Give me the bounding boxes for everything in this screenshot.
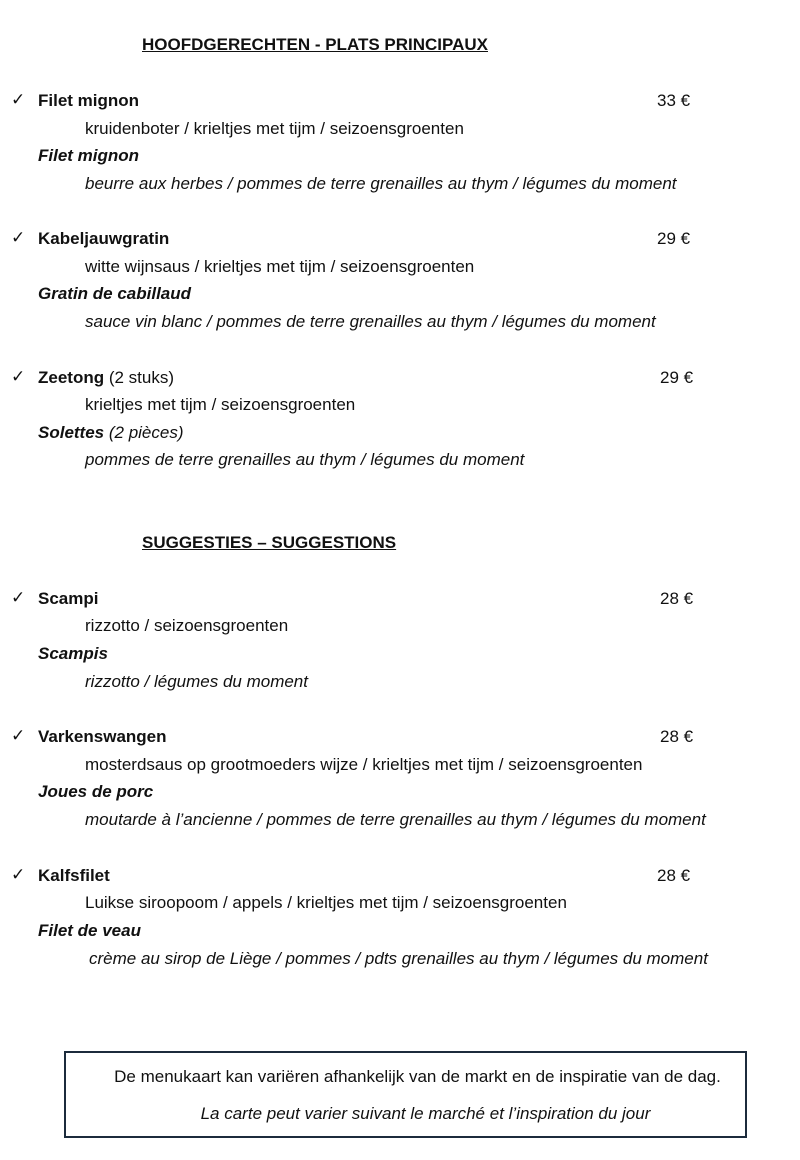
check-icon: ✓ [11, 588, 26, 607]
check-icon: ✓ [11, 228, 26, 247]
dish-description-nl: kruidenboter / krieltjes met tijm / seizoensgroenten [85, 119, 464, 138]
dish-name-fr [38, 782, 153, 802]
dish-description-fr: sauce vin blanc / pommes de terre grenailles au thym / légumes du moment [85, 312, 656, 331]
dish-name-nl [38, 229, 169, 249]
dish-name-fr-text: Joues de porc [38, 782, 154, 801]
check-icon: ✓ [11, 865, 26, 884]
dish-name-nl-text: Scampi [38, 589, 99, 608]
dish-description-nl: witte wijnsaus / krieltjes met tijm / seizoensgroenten [85, 257, 475, 276]
dish-price: 28 € [657, 866, 691, 885]
dish-price: 28 € [660, 589, 694, 608]
dish-name-nl [38, 866, 110, 886]
dish-description-fr: crème au sirop de Liège / pommes / pdts grenailles au thym / légumes du moment [89, 949, 708, 968]
notice-box [64, 1051, 747, 1138]
dish-description-nl: mosterdsaus op grootmoeders wijze / krieltjes met tijm / seizoensgroenten [85, 755, 643, 774]
dish-name-fr-text: Solettes [38, 423, 105, 442]
dish-description-fr: pommes de terre grenailles au thym / légumes du moment [85, 450, 525, 469]
dish-name-fr [38, 284, 191, 304]
dish-name-nl [38, 91, 139, 111]
check-icon: ✓ [11, 90, 26, 109]
dish-name-nl [38, 368, 174, 388]
dish-name-nl [38, 589, 98, 609]
notice-text-fr: La carte peut varier suivant le marché et l’inspiration du jour [200, 1104, 651, 1123]
dish-name-fr-text: Filet de veau [38, 921, 141, 940]
dish-name-nl-text: Varkenswangen [38, 727, 167, 746]
dish-name-fr-text: Filet mignon [38, 146, 140, 165]
dish-name-nl-text: Zeetong [38, 368, 105, 387]
dish-price: 29 € [660, 368, 694, 387]
dish-name-nl-text: Kalfsfilet [38, 866, 110, 885]
dish-name-fr [38, 644, 108, 664]
dish-description-fr: rizzotto / légumes du moment [85, 672, 308, 691]
dish-name-fr-text: Scampis [38, 644, 108, 663]
dish-name-fr [38, 423, 184, 443]
section-title-main-courses: HOOFDGERECHTEN - PLATS PRINCIPAUX [142, 35, 488, 54]
dish-name-fr [38, 146, 139, 166]
dish-name-fr-extra: (2 pièces) [104, 423, 184, 442]
dish-description-nl: krieltjes met tijm / seizoensgroenten [85, 395, 356, 414]
dish-name-nl-text: Kabeljauwgratin [38, 229, 170, 248]
check-icon: ✓ [11, 726, 26, 745]
dish-name-nl-text: Filet mignon [38, 91, 140, 110]
dish-price: 33 € [657, 91, 691, 110]
dish-description-nl: Luikse siroopoom / appels / krieltjes met tijm / seizoensgroenten [85, 893, 567, 912]
dish-name-fr [38, 921, 141, 941]
dish-name-nl [38, 727, 167, 747]
dish-name-nl-extra: (2 stuks) [104, 368, 175, 387]
dish-description-fr: beurre aux herbes / pommes de terre grenailles au thym / légumes du moment [85, 174, 677, 193]
dish-price: 28 € [660, 727, 694, 746]
section-title-suggestions: SUGGESTIES – SUGGESTIONS [142, 533, 397, 552]
dish-price: 29 € [657, 229, 691, 248]
dish-description-nl: rizzotto / seizoensgroenten [85, 616, 289, 635]
dish-description-fr: moutarde à l’ancienne / pommes de terre grenailles au thym / légumes du moment [85, 810, 706, 829]
check-icon: ✓ [11, 367, 26, 386]
notice-text-nl: De menukaart kan variëren afhankelijk van de markt en de inspiratie van de dag. [114, 1067, 721, 1086]
dish-name-fr-text: Gratin de cabillaud [38, 284, 192, 303]
